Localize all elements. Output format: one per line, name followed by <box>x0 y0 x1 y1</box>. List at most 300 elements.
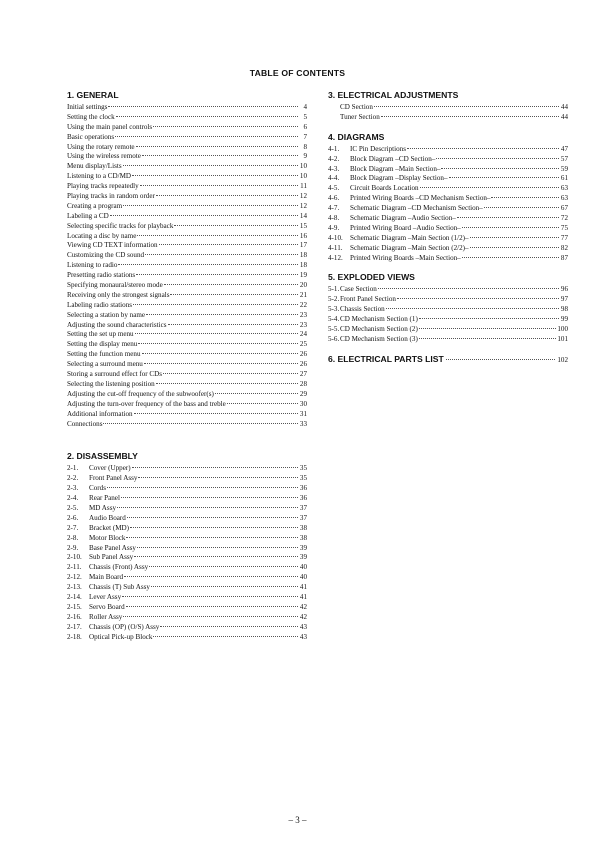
entry-number: 4-8. <box>328 214 340 223</box>
toc-entry[interactable] <box>328 335 568 345</box>
toc-entry[interactable] <box>67 583 307 593</box>
entry-page-number: 29 <box>299 389 307 398</box>
toc-entry[interactable] <box>67 360 307 370</box>
dot-leader <box>116 115 298 117</box>
dot-leader <box>419 337 557 339</box>
entry-label: Schematic Diagram –CD Mechanism Section– <box>350 204 483 213</box>
entry-label: Adjusting the turn-over frequency of the bass and treble <box>67 399 226 408</box>
toc-entry-list <box>67 464 307 642</box>
entry-page-number: 4 <box>303 103 307 111</box>
entry-page-number: 39 <box>299 553 307 562</box>
toc-entry[interactable] <box>67 103 307 113</box>
dot-leader <box>140 184 298 186</box>
dot-leader <box>462 256 559 258</box>
toc-entry-list <box>328 103 568 123</box>
dot-leader <box>136 273 298 275</box>
entry-label: Block Diagram –Display Section– <box>350 174 448 183</box>
dot-leader <box>115 135 298 137</box>
toc-entry-list <box>67 103 307 429</box>
entry-page-number: 41 <box>299 583 307 592</box>
entry-label: Chassis Section <box>340 305 385 314</box>
entry-number: 4-5. <box>328 184 340 193</box>
entry-page-number: 36 <box>299 494 307 503</box>
section-heading: 6. ELECTRICAL PARTS LIST <box>328 353 444 364</box>
entry-number: 2-12. <box>67 573 82 582</box>
toc-entry[interactable] <box>67 380 307 390</box>
toc-entry[interactable] <box>67 261 307 271</box>
dot-leader <box>436 157 559 159</box>
dot-leader <box>135 332 298 334</box>
toc-entry[interactable] <box>328 305 568 315</box>
dot-leader <box>137 546 298 548</box>
toc-entry[interactable] <box>67 301 307 311</box>
entry-label: Rear Panel <box>89 494 120 503</box>
dot-leader <box>126 536 298 538</box>
entry-page-number: 35 <box>299 464 307 473</box>
section-heading: 2. DISASSEMBLY <box>67 451 138 462</box>
entry-page-number: 18 <box>299 261 307 270</box>
toc-entry[interactable] <box>328 174 568 184</box>
dot-leader <box>457 216 559 218</box>
entry-label: Playing tracks in random order <box>67 192 155 201</box>
dot-leader <box>386 307 559 309</box>
dot-leader <box>441 167 559 169</box>
toc-entry[interactable] <box>67 241 307 251</box>
right-column <box>328 90 568 368</box>
toc-entry[interactable] <box>67 573 307 583</box>
toc-entry[interactable] <box>67 340 307 350</box>
toc-entry[interactable] <box>67 202 307 212</box>
toc-entry[interactable] <box>67 474 307 484</box>
entry-page-number: 8 <box>303 142 307 151</box>
entry-page-number: 25 <box>299 340 307 349</box>
entry-page-number: 10 <box>299 172 307 181</box>
entry-page-number: 72 <box>560 214 568 223</box>
toc-entry[interactable] <box>67 291 307 301</box>
entry-label: Chassis (T) Sub Assy <box>89 583 150 592</box>
entry-page-number: 28 <box>299 379 307 388</box>
entry-page-number: 37 <box>299 503 307 512</box>
entry-label: Using the rotary remote <box>67 142 135 151</box>
dot-leader <box>168 323 299 325</box>
toc-entry[interactable] <box>67 534 307 544</box>
dot-leader <box>160 625 298 627</box>
dot-leader <box>227 402 298 404</box>
entry-label: Labeling radio stations <box>67 300 133 309</box>
entry-page-number: 40 <box>299 563 307 572</box>
dot-leader <box>137 234 298 236</box>
dot-leader <box>118 263 298 265</box>
entry-page-number: 18 <box>299 251 307 260</box>
entry-page-number: 41 <box>299 592 307 601</box>
entry-label: Bracket (MD) <box>89 523 129 532</box>
toc-entry[interactable] <box>67 251 307 261</box>
dot-leader <box>133 303 298 305</box>
entry-number: 5-4. <box>328 315 340 324</box>
dot-leader <box>462 226 559 228</box>
toc-entry[interactable] <box>67 172 307 182</box>
dot-leader <box>121 496 298 498</box>
entry-page-number: 16 <box>299 231 307 240</box>
toc-entry[interactable] <box>67 281 307 291</box>
dot-leader <box>108 105 298 107</box>
entry-number: 5-1. <box>328 285 340 294</box>
toc-entry[interactable] <box>328 325 568 335</box>
entry-page-number: 6 <box>303 122 307 131</box>
entry-page-number: 27 <box>299 370 307 379</box>
entry-page-number: 15 <box>299 221 307 230</box>
toc-entry[interactable] <box>67 633 307 643</box>
entry-page-number: 21 <box>299 290 307 299</box>
left-column <box>67 90 307 642</box>
toc-entry-list <box>328 145 568 264</box>
entry-label: CD Mechanism Section (2) <box>340 325 418 334</box>
dot-leader <box>138 476 298 478</box>
toc-section-3-electrical-adjustments <box>328 90 568 123</box>
entry-label: Tuner Section <box>340 112 380 121</box>
dot-leader <box>142 154 298 156</box>
toc-entry[interactable] <box>328 194 568 204</box>
entry-number: 2-2. <box>67 474 79 483</box>
toc-entry[interactable] <box>67 321 307 331</box>
entry-label: Optical Pick-up Block <box>89 632 153 641</box>
entry-label: Circuit Boards Location <box>350 184 419 193</box>
entry-label: Audio Board <box>89 513 126 522</box>
entry-page-number: 57 <box>560 154 568 163</box>
toc-entry[interactable] <box>67 370 307 380</box>
section-heading: 5. EXPLODED VIEWS <box>328 272 415 283</box>
toc-entry[interactable] <box>67 192 307 202</box>
dot-leader <box>491 196 559 198</box>
toc-entry[interactable] <box>328 184 568 194</box>
entry-page-number: 35 <box>299 474 307 483</box>
entry-number: 2-14. <box>67 592 82 601</box>
toc-entry[interactable] <box>328 113 568 123</box>
entry-label: Specifying monaural/stereo mode <box>67 281 163 290</box>
entry-label: Creating a program <box>67 201 123 210</box>
toc-section-electrical-parts-list[interactable] <box>328 354 568 366</box>
dot-leader <box>470 246 559 248</box>
dot-leader <box>107 486 298 488</box>
entry-page-number: 67 <box>560 204 568 213</box>
entry-number: 4-7. <box>328 204 340 213</box>
entry-page-number: 44 <box>560 103 568 111</box>
entry-page-number: 96 <box>560 285 568 294</box>
entry-label: Menu display/Lists <box>67 162 122 171</box>
dot-leader <box>153 635 298 637</box>
entry-page-number: 22 <box>299 300 307 309</box>
entry-label: Presetting radio stations <box>67 271 136 280</box>
entry-label: Additional information <box>67 409 133 418</box>
dot-leader <box>127 516 298 518</box>
entry-page-number: 7 <box>303 132 307 141</box>
toc-entry[interactable] <box>67 311 307 321</box>
toc-entry[interactable] <box>328 204 568 214</box>
entry-label: Main Board <box>89 573 124 582</box>
entry-number: 2-9. <box>67 543 79 552</box>
entry-label: Initial settings <box>67 103 108 111</box>
entry-label: CD Mechanism Section (3) <box>340 334 418 343</box>
entry-page-number: 30 <box>299 399 307 408</box>
toc-entry[interactable] <box>67 212 307 222</box>
entry-label: Setting the function menu <box>67 350 141 359</box>
toc-entry[interactable] <box>67 152 307 162</box>
dot-leader <box>374 105 559 107</box>
dot-leader <box>144 362 298 364</box>
section-heading: 1. GENERAL <box>67 90 119 100</box>
entry-label: Using the wireless remote <box>67 152 141 161</box>
dot-leader <box>164 283 298 285</box>
entry-page-number: 75 <box>560 223 568 232</box>
dot-leader <box>419 327 557 329</box>
entry-number: 5-5. <box>328 325 340 334</box>
entry-label: Chassis (OP) (O/S) Assy <box>89 622 160 631</box>
entry-page-number: 10 <box>299 162 307 171</box>
toc-entry[interactable] <box>328 244 568 254</box>
toc-entry[interactable] <box>67 484 307 494</box>
entry-page-number: 99 <box>560 315 568 324</box>
toc-entry[interactable] <box>67 162 307 172</box>
toc-entry[interactable] <box>67 390 307 400</box>
entry-label: Setting the display menu <box>67 340 138 349</box>
dot-leader <box>117 506 298 508</box>
toc-entry[interactable] <box>67 133 307 143</box>
toc-entry[interactable] <box>67 271 307 281</box>
dot-leader <box>142 352 299 354</box>
dot-leader <box>123 164 298 166</box>
toc-entry[interactable] <box>328 295 568 305</box>
entry-label: Using the main panel controls <box>67 122 153 131</box>
entry-page-number: 9 <box>303 152 307 161</box>
entry-number: 2-17. <box>67 622 82 631</box>
toc-entry[interactable] <box>67 330 307 340</box>
toc-section-1-general <box>67 90 307 429</box>
entry-page-number: 20 <box>299 281 307 290</box>
entry-number: 4-3. <box>328 164 340 173</box>
dot-leader <box>163 372 298 374</box>
entry-label: IC Pin Descriptions <box>350 144 406 153</box>
dot-leader <box>215 392 298 394</box>
entry-label: Schematic Diagram –Main Section (1/2)– <box>350 233 469 242</box>
entry-number: 2-4. <box>67 494 79 503</box>
entry-page-number: 17 <box>299 241 307 250</box>
entry-number: 2-18. <box>67 632 82 641</box>
toc-entry[interactable] <box>67 410 307 420</box>
entry-label: Listening to a CD/MD <box>67 172 132 181</box>
dot-leader <box>419 317 559 319</box>
toc-entry[interactable] <box>67 524 307 534</box>
toc-entry[interactable] <box>67 494 307 504</box>
entry-page-number: 26 <box>299 360 307 369</box>
entry-page-number: 31 <box>299 409 307 418</box>
entry-label: Base Panel Assy <box>89 543 136 552</box>
dot-leader <box>170 293 298 295</box>
dot-leader <box>381 115 559 117</box>
entry-label: Setting the set up menu <box>67 330 134 339</box>
entry-label: CD Mechanism Section (1) <box>340 315 418 324</box>
entry-label: Storing a surround effect for CDs <box>67 370 163 379</box>
toc-entry[interactable] <box>67 613 307 623</box>
toc-entry[interactable] <box>67 544 307 554</box>
toc-entry[interactable] <box>328 103 568 113</box>
entry-label: Labeling a CD <box>67 211 109 220</box>
toc-entry[interactable] <box>67 222 307 232</box>
entry-label: Listening to radio <box>67 261 118 270</box>
entry-number: 2-15. <box>67 602 82 611</box>
entry-label: Front Panel Section <box>340 295 396 304</box>
entry-number: 2-13. <box>67 583 82 592</box>
toc-entry[interactable] <box>328 315 568 325</box>
toc-entry[interactable] <box>328 224 568 234</box>
entry-label: Locating a disc by name <box>67 231 137 240</box>
entry-label: Cords <box>89 484 106 493</box>
entry-page-number: 42 <box>299 602 307 611</box>
toc-entry[interactable] <box>67 593 307 603</box>
entry-page-number: 102 <box>557 355 568 364</box>
entry-page-number: 12 <box>299 192 307 201</box>
entry-label: CD Section <box>340 103 373 111</box>
entry-page-number: 43 <box>299 632 307 641</box>
entry-page-number: 33 <box>299 419 307 428</box>
toc-entry[interactable] <box>67 514 307 524</box>
dot-leader <box>103 422 298 424</box>
dot-leader <box>124 575 298 577</box>
toc-entry[interactable] <box>67 464 307 474</box>
toc-entry[interactable] <box>328 165 568 175</box>
entry-page-number: 43 <box>299 622 307 631</box>
entry-page-number: 19 <box>299 271 307 280</box>
dot-leader <box>134 412 298 414</box>
entry-label: Selecting a station by name <box>67 310 146 319</box>
entry-page-number: 40 <box>299 573 307 582</box>
entry-number: 2-11. <box>67 563 82 572</box>
entry-page-number: 36 <box>299 484 307 493</box>
dot-leader <box>132 466 298 468</box>
toc-entry[interactable] <box>67 182 307 192</box>
entry-label: Selecting specific tracks for playback <box>67 221 174 230</box>
toc-section-5-exploded-views <box>328 272 568 344</box>
entry-label: Selecting a surround menu <box>67 360 143 369</box>
entry-page-number: 100 <box>557 325 568 334</box>
entry-number: 2-7. <box>67 523 79 532</box>
entry-label: Cover (Upper) <box>89 464 131 473</box>
entry-number: 4-10. <box>328 233 343 242</box>
toc-section-2-disassembly <box>67 451 307 642</box>
dot-leader <box>407 147 559 149</box>
entry-label: Printed Wiring Boards –Main Section– <box>350 253 461 262</box>
dot-leader <box>149 565 298 567</box>
entry-page-number: 23 <box>299 310 307 319</box>
dot-leader <box>397 297 559 299</box>
entry-label: Chassis (Front) Assy <box>89 563 149 572</box>
entry-page-number: 11 <box>300 182 307 191</box>
entry-label: Basic operations <box>67 132 115 141</box>
entry-label: Motor Block <box>89 533 126 542</box>
dot-leader <box>132 174 298 176</box>
toc-entry[interactable] <box>67 563 307 573</box>
toc-entry[interactable] <box>328 145 568 155</box>
entry-label: Sub Panel Assy <box>89 553 134 562</box>
toc-entry-list <box>328 285 568 344</box>
page-title: TABLE OF CONTENTS <box>249 68 346 78</box>
entry-page-number: 77 <box>560 233 568 242</box>
entry-page-number: 63 <box>560 194 568 203</box>
dot-leader <box>378 287 559 289</box>
entry-label: Customizing the CD sound <box>67 251 145 260</box>
entry-page-number: 39 <box>299 543 307 552</box>
entry-number: 2-1. <box>67 464 79 473</box>
entry-number: 4-11. <box>328 243 343 252</box>
entry-label: Viewing CD TEXT information <box>67 241 158 250</box>
entry-number: 4-6. <box>328 194 340 203</box>
entry-number: 5-2. <box>328 295 340 304</box>
entry-number: 2-3. <box>67 484 79 493</box>
dot-leader <box>134 555 298 557</box>
entry-label: MD Assy <box>89 503 117 512</box>
dot-leader <box>136 145 298 147</box>
entry-page-number: 26 <box>299 350 307 359</box>
entry-label: Block Diagram –Main Section– <box>350 164 441 173</box>
entry-label: Adjusting the cut-off frequency of the subwoofer(s) <box>67 389 214 398</box>
dot-leader <box>130 526 298 528</box>
toc-entry[interactable] <box>328 214 568 224</box>
toc-entry[interactable] <box>328 285 568 295</box>
entry-page-number: 82 <box>560 243 568 252</box>
toc-entry[interactable] <box>328 155 568 165</box>
toc-entry[interactable] <box>67 232 307 242</box>
toc-entry[interactable] <box>328 234 568 244</box>
entry-page-number: 87 <box>560 253 568 262</box>
entry-label: Selecting the listening position <box>67 379 155 388</box>
entry-number: 2-10. <box>67 553 82 562</box>
toc-entry[interactable] <box>67 113 307 123</box>
section-heading: 4. DIAGRAMS <box>328 131 385 142</box>
toc-entry[interactable] <box>67 420 307 430</box>
entry-label: Printed Wiring Board –Audio Section– <box>350 223 461 232</box>
toc-entry[interactable] <box>67 400 307 410</box>
entry-number: 4-12. <box>328 253 343 262</box>
toc-entry[interactable] <box>67 350 307 360</box>
dot-leader <box>420 186 559 188</box>
entry-label: Schematic Diagram –Audio Section– <box>350 214 456 223</box>
dot-leader <box>151 585 298 587</box>
dot-leader <box>446 358 556 360</box>
toc-entry[interactable] <box>328 254 568 264</box>
entry-number: 4-9. <box>328 223 340 232</box>
entry-label: Schematic Diagram –Main Section (2/2)– <box>350 243 469 252</box>
dot-leader <box>156 382 298 384</box>
dot-leader <box>174 224 298 226</box>
dot-leader <box>153 125 298 127</box>
toc-entry[interactable] <box>67 623 307 633</box>
entry-page-number: 59 <box>560 164 568 173</box>
entry-page-number: 5 <box>303 112 307 121</box>
entry-number: 2-6. <box>67 513 79 522</box>
entry-number: 5-3. <box>328 305 340 314</box>
entry-page-number: 38 <box>299 523 307 532</box>
entry-number: 2-5. <box>67 503 79 512</box>
toc-section-4-diagrams <box>328 132 568 264</box>
toc-entry[interactable] <box>67 123 307 133</box>
toc-entry[interactable] <box>67 553 307 563</box>
entry-label: Adjusting the sound characteristics <box>67 320 167 329</box>
entry-page-number: 63 <box>560 184 568 193</box>
dot-leader <box>484 206 559 208</box>
toc-entry[interactable] <box>67 603 307 613</box>
toc-entry[interactable] <box>67 143 307 153</box>
toc-entry[interactable] <box>67 504 307 514</box>
dot-leader <box>122 595 298 597</box>
